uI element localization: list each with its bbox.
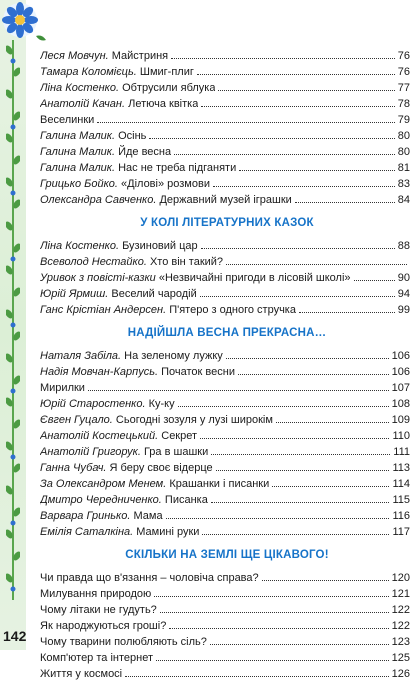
dot-leader — [160, 602, 389, 613]
entry-page-number: 94 — [397, 288, 410, 300]
entry-page-number: 99 — [397, 304, 410, 316]
toc-entry — [40, 80, 414, 96]
dot-leader — [200, 286, 395, 297]
entry-page-number: 125 — [391, 652, 410, 664]
entry-title: На зеленому лужку — [124, 350, 223, 362]
toc-entry — [40, 64, 414, 80]
entry-author: Юрій Ярмиш. — [40, 288, 109, 300]
entry-title: Летюча квітка — [128, 98, 199, 110]
entry-page-number: 123 — [391, 636, 410, 648]
toc-entry — [40, 192, 414, 208]
entry-page-number: 116 — [392, 510, 410, 522]
dot-leader — [210, 634, 389, 645]
entry-author: Ганс Крістіан Андерсен. — [40, 304, 167, 316]
entry-author: Анатолій Качан. — [40, 98, 126, 110]
entry-author: Емілія Саталкіна. — [40, 526, 134, 538]
dot-leader — [156, 650, 389, 661]
toc-section-1 — [40, 48, 414, 208]
entry-title: Обтрусили яблука — [122, 82, 216, 94]
dot-leader — [226, 254, 407, 265]
toc-entry — [40, 160, 414, 176]
dot-leader — [216, 460, 390, 471]
dot-leader — [149, 128, 394, 139]
entry-page-number: 108 — [391, 398, 410, 410]
entry-title: Нас не треба підганяти — [118, 162, 237, 174]
dot-leader — [276, 412, 389, 423]
entry-text — [40, 602, 157, 618]
entry-page-number: 80 — [397, 130, 410, 142]
dot-leader — [211, 492, 390, 503]
entry-text — [40, 80, 215, 96]
dot-leader — [272, 476, 389, 487]
entry-author: Ліна Костенко. — [40, 82, 120, 94]
entry-author: Грицько Бойко. — [40, 178, 118, 190]
entry-text — [40, 492, 208, 508]
toc-entry — [40, 650, 414, 666]
entry-title: Сьогодні зозуля у лузі широкім — [115, 414, 273, 426]
toc-entry — [40, 286, 414, 302]
toc-section-3 — [40, 348, 414, 540]
entry-title: Писанка — [164, 494, 208, 506]
dot-leader — [295, 192, 395, 203]
entry-page-number: 107 — [391, 382, 410, 394]
entry-text — [40, 396, 175, 412]
entry-text — [40, 666, 122, 682]
entry-title: «Незвичайні пригоди в лісовій школі» — [158, 272, 351, 284]
dot-leader — [171, 48, 395, 59]
entry-page-number: 113 — [392, 462, 410, 474]
entry-text — [40, 570, 259, 586]
entry-text — [40, 634, 207, 650]
entry-text — [40, 286, 197, 302]
toc-entry — [40, 396, 414, 412]
dot-leader — [202, 524, 389, 535]
entry-text — [40, 618, 166, 634]
entry-title: Мамині руки — [136, 526, 200, 538]
entry-text — [40, 476, 269, 492]
entry-page-number: 76 — [397, 50, 410, 62]
entry-page-number: 121 — [391, 588, 410, 600]
toc-entry — [40, 48, 414, 64]
entry-title: Мирилки — [40, 382, 85, 394]
toc-entry — [40, 238, 414, 254]
toc-entry — [40, 586, 414, 602]
entry-text — [40, 348, 223, 364]
dot-leader — [178, 396, 389, 407]
entry-page-number: 120 — [391, 572, 410, 584]
entry-title: Гра в шашки — [143, 446, 209, 458]
entry-title: Бузиновий цар — [122, 240, 198, 252]
entry-text — [40, 144, 171, 160]
entry-title: Чи правда що в'язання – чоловіча справа? — [40, 572, 259, 584]
toc-entry — [40, 176, 414, 192]
entry-title: Мама — [133, 510, 163, 522]
entry-page-number: 76 — [397, 66, 410, 78]
toc-entry — [40, 444, 414, 460]
toc-entry — [40, 524, 414, 540]
dot-leader — [201, 238, 395, 249]
dot-leader — [354, 270, 395, 281]
entry-page-number: 106 — [391, 350, 410, 362]
toc-entry — [40, 112, 414, 128]
entry-page-number: 84 — [397, 194, 410, 206]
flower-ornament-icon — [0, 0, 50, 50]
entry-author: Галина Малик. — [40, 162, 116, 174]
toc-entry — [40, 302, 414, 318]
entry-title: Початок весни — [161, 366, 235, 378]
entry-title: Майстриня — [111, 50, 169, 62]
dot-leader — [218, 80, 394, 91]
entry-text — [40, 302, 296, 318]
entry-page-number: 122 — [391, 604, 410, 616]
toc-entry — [40, 348, 414, 364]
entry-page-number: 110 — [392, 430, 410, 442]
entry-title: Чому літаки не гудуть? — [40, 604, 157, 616]
entry-text — [40, 508, 163, 524]
toc-entry — [40, 476, 414, 492]
entry-page-number: 114 — [392, 478, 410, 490]
entry-title: Ку-ку — [148, 398, 175, 410]
toc-entry — [40, 96, 414, 112]
dot-leader — [97, 112, 394, 123]
entry-text — [40, 364, 235, 380]
toc-section-4 — [40, 570, 414, 682]
section-heading-spring: НАДІЙШЛА ВЕСНА ПРЕКРАСНА… — [127, 327, 327, 339]
entry-title: Я беру своє відерце — [109, 462, 213, 474]
dot-leader — [299, 302, 395, 313]
entry-title: Хто він такий? — [149, 256, 224, 268]
entry-title: Державний музей іграшки — [159, 194, 292, 206]
toc-entry — [40, 492, 414, 508]
entry-text — [40, 96, 198, 112]
entry-author: Дмитро Чередниченко. — [40, 494, 162, 506]
entry-title: Веселий чародій — [111, 288, 197, 300]
entry-title: Йде весна — [118, 146, 172, 158]
toc-entry — [40, 634, 414, 650]
toc-entry — [40, 508, 414, 524]
entry-page-number: 83 — [397, 178, 410, 190]
dot-leader — [238, 364, 389, 375]
dot-leader — [174, 144, 395, 155]
entry-author: Всеволод Нестайко. — [40, 256, 147, 268]
entry-title: Чому тварини полюбляють сіль? — [40, 636, 207, 648]
entry-author: Юрій Старостенко. — [40, 398, 146, 410]
toc-entry — [40, 460, 414, 476]
toc-entry — [40, 666, 414, 682]
entry-page-number: 90 — [397, 272, 410, 284]
entry-title: Життя у космосі — [40, 668, 123, 680]
entry-page-number: 126 — [391, 668, 410, 680]
entry-text — [40, 112, 94, 128]
toc-entry — [40, 364, 414, 380]
entry-page-number: 78 — [397, 98, 410, 110]
entry-text — [40, 64, 194, 80]
entry-title: «Ділові» розмови — [121, 178, 210, 190]
entry-text — [40, 460, 213, 476]
toc-section-2 — [40, 238, 414, 318]
toc-entry — [40, 380, 414, 396]
dot-leader — [125, 666, 389, 677]
entry-page-number: 106 — [391, 366, 410, 378]
entry-page-number: 111 — [393, 446, 410, 458]
entry-author: Ліна Костенко. — [40, 240, 120, 252]
entry-title: Секрет — [161, 430, 198, 442]
entry-author: Тамара Коломієць. — [40, 66, 137, 78]
dot-leader — [154, 586, 388, 597]
toc-entry — [40, 128, 414, 144]
entry-title: Шмиг-плиг — [139, 66, 194, 78]
toc-entry — [40, 428, 414, 444]
entry-page-number: 77 — [397, 82, 410, 94]
entry-title: Комп'ютер та інтернет — [40, 652, 153, 664]
dot-leader — [197, 64, 395, 75]
entry-title: Як народжуються гроші? — [40, 620, 167, 632]
entry-author: Олександра Савченко. — [40, 194, 157, 206]
entry-text — [40, 160, 236, 176]
entry-page-number: 88 — [397, 240, 410, 252]
toc-entry — [40, 602, 414, 618]
entry-text — [40, 48, 168, 64]
entry-page-number: 80 — [397, 146, 410, 158]
entry-text — [40, 444, 208, 460]
toc-entry — [40, 254, 414, 270]
entry-author: Ганна Чубач. — [40, 462, 107, 474]
entry-text — [40, 128, 146, 144]
entry-author: Надія Мовчан-Карпусь. — [40, 366, 159, 378]
dot-leader — [169, 618, 388, 629]
dot-leader — [213, 176, 395, 187]
dot-leader — [88, 380, 389, 391]
dot-leader — [200, 428, 389, 439]
entry-page-number: 79 — [397, 114, 410, 126]
dot-leader — [166, 508, 390, 519]
entry-author: Галина Малик. — [40, 130, 116, 142]
entry-author: Уривок з повісті-казки — [40, 272, 156, 284]
dot-leader — [239, 160, 395, 171]
section-heading-interesting-facts: СКІЛЬКИ НА ЗЕМЛІ ЩЕ ЦІКАВОГО! — [125, 549, 329, 561]
entry-author: Анатолій Григорук. — [40, 446, 141, 458]
dot-leader — [226, 348, 389, 359]
entry-title: Веселинки — [40, 114, 95, 126]
entry-title: Осінь — [118, 130, 147, 142]
page-number: 142 — [3, 628, 27, 644]
dot-leader — [262, 570, 389, 581]
entry-author: Євген Гуцало. — [40, 414, 113, 426]
entry-author: Леся Мовчун. — [40, 50, 109, 62]
section-heading-literary-tales: У КОЛІ ЛІТЕРАТУРНИХ КАЗОК — [140, 217, 314, 229]
entry-text — [40, 380, 85, 396]
entry-page-number: 109 — [391, 414, 410, 426]
entry-author: Варвара Гринько. — [40, 510, 131, 522]
entry-page-number: 122 — [391, 620, 410, 632]
entry-text — [40, 270, 351, 286]
entry-title: Милування природою — [40, 588, 152, 600]
entry-text — [40, 586, 151, 602]
dot-leader — [201, 96, 394, 107]
table-of-contents — [40, 48, 414, 682]
toc-entry — [40, 270, 414, 286]
entry-title: Крашанки і писанки — [169, 478, 270, 490]
toc-entry — [40, 144, 414, 160]
dot-leader — [211, 444, 390, 455]
entry-text — [40, 238, 198, 254]
entry-author: Анатолій Костецький. — [40, 430, 159, 442]
entry-page-number: 115 — [392, 494, 410, 506]
entry-text — [40, 192, 292, 208]
entry-title: П'ятеро з одного стручка — [169, 304, 296, 316]
entry-text — [40, 412, 273, 428]
toc-entry — [40, 618, 414, 634]
entry-author: Галина Малик. — [40, 146, 116, 158]
entry-text — [40, 428, 197, 444]
toc-entry — [40, 412, 414, 428]
vine-ornament — [6, 40, 20, 600]
entry-text — [40, 176, 210, 192]
entry-page-number: 117 — [392, 526, 410, 538]
toc-entry — [40, 570, 414, 586]
entry-text — [40, 650, 153, 666]
entry-text — [40, 524, 199, 540]
entry-page-number: 81 — [397, 162, 410, 174]
entry-author: Наталя Забіла. — [40, 350, 122, 362]
entry-text — [40, 254, 223, 270]
entry-author: За Олександром Менем. — [40, 478, 167, 490]
